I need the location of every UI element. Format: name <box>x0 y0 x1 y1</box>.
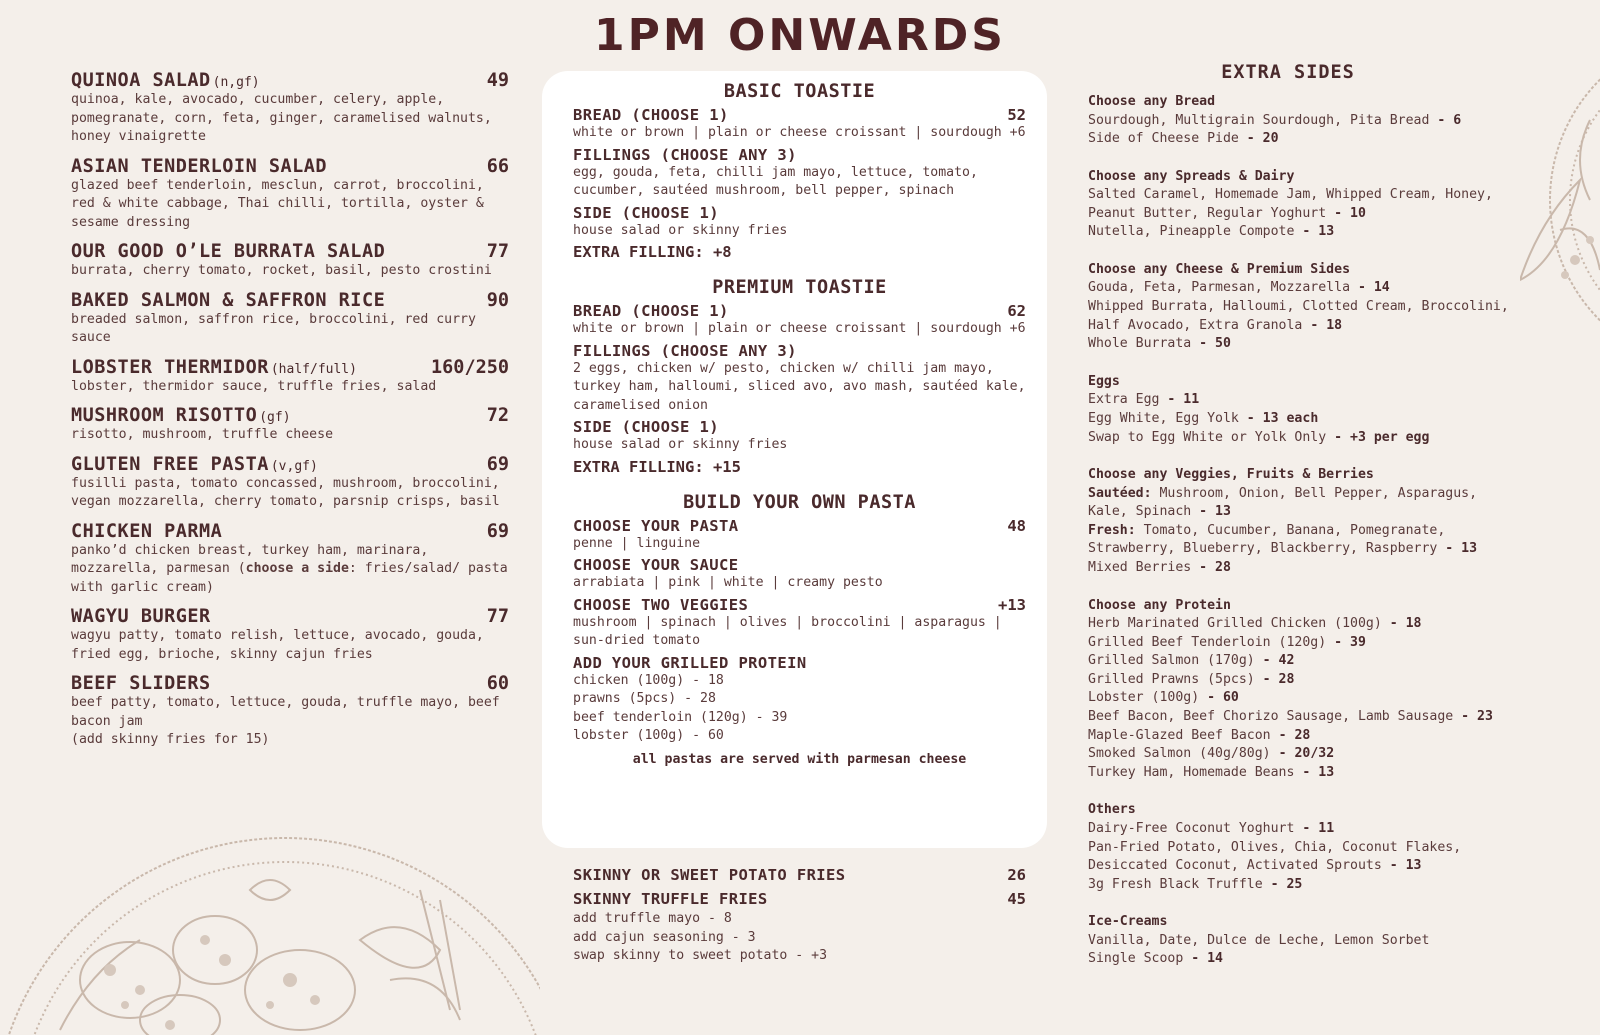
section-title-build-pasta: BUILD YOUR OWN PASTA <box>683 491 916 513</box>
line-text: Mixed Berries <box>1088 560 1192 575</box>
line-price: - 50 <box>1191 336 1231 352</box>
dish-item <box>71 521 509 598</box>
extra-sides-line <box>1088 932 1538 951</box>
extra-sides-line <box>1088 950 1538 969</box>
extra-sides-line <box>1088 857 1538 876</box>
line-text: Side of Cheese Pide <box>1088 131 1239 147</box>
dish-tag: (n,gf) <box>212 75 260 90</box>
line-text: Pan-Fried Potato, Olives, Chia, Coconut Flakes, <box>1088 839 1462 855</box>
line-price: - 6 <box>1429 112 1462 128</box>
dish-description: beef patty, tomato, lettuce, gouda, truffle mayo, beef bacon jam <box>71 695 500 729</box>
line-price: - 13 <box>1381 858 1422 874</box>
addon-line: add cajun seasoning - 3 <box>573 929 756 945</box>
basic-bread-options: white or brown | plain or cheese croissant | sourdough +6 <box>573 125 1026 140</box>
addon-line: swap skinny to sweet potato - +3 <box>573 948 828 963</box>
dish-name: MUSHROOM RISOTTO (gf) <box>71 405 291 426</box>
line-text: Peanut Butter, Regular Yoghurt <box>1088 205 1327 221</box>
truffle-fries-addons <box>573 910 1026 966</box>
basic-bread-label: BREAD (CHOOSE 1) <box>573 106 729 124</box>
extra-sides-group <box>1088 597 1538 783</box>
premium-side-label: SIDE (CHOOSE 1) <box>573 418 719 436</box>
line-text: Beef Bacon, Beef Chorizo Sausage, Lamb Sausage <box>1088 709 1454 725</box>
line-text: Egg White, Egg Yolk <box>1088 410 1239 426</box>
basic-toastie-price: 52 <box>1007 106 1026 124</box>
extra-sides-line <box>1088 764 1538 783</box>
line-text: Lobster (100g) <box>1088 690 1200 706</box>
dish-name: WAGYU BURGER <box>71 606 211 627</box>
line-text: Tomato, Cucumber, Banana, Pomegranate, <box>1135 522 1446 538</box>
skinny-fries-label: SKINNY OR SWEET POTATO FRIES <box>573 866 846 884</box>
extra-sides-group-title: Choose any Spreads & Dairy <box>1088 168 1295 184</box>
page-title: 1PM ONWARDS <box>594 10 1006 61</box>
dish-price: 69 <box>486 453 509 475</box>
dish-item <box>71 405 509 445</box>
protein-option: beef tenderloin (120g) - 39 <box>573 709 788 725</box>
extra-sides-groups <box>1088 93 1538 969</box>
extra-sides-line <box>1088 503 1538 522</box>
main-dishes-column <box>71 70 509 759</box>
dish-description: fusilli pasta, tomato concassed, mushroom, broccolini, vegan mozzarella, cherry tomato, parsnip crisps, basil <box>71 475 500 509</box>
dish-tag: (v,gf) <box>270 458 318 474</box>
extra-sides-line <box>1088 820 1538 839</box>
protein-options <box>573 672 1026 746</box>
extra-sides-line <box>1088 652 1538 671</box>
dish-item <box>71 454 509 512</box>
line-text: Single Scoop <box>1088 951 1184 967</box>
basic-side-options: house salad or skinny fries <box>573 222 788 238</box>
line-text: Extra Egg <box>1088 392 1160 408</box>
dish-description: glazed beef tenderloin, mesclun, carrot, broccolini, red & white cabbage, Thai chilli, tortilla, oyster & sesame dressing <box>71 177 484 230</box>
extra-sides-line <box>1088 391 1538 410</box>
sauce-options: arrabiata | pink | white | creamy pesto <box>573 575 883 590</box>
dish-price: 49 <box>486 70 509 91</box>
extra-sides-line <box>1088 615 1538 634</box>
pasta-price: 48 <box>1007 516 1026 535</box>
extra-sides-line <box>1088 410 1538 429</box>
dish-item <box>71 241 509 281</box>
dish-description: wagyu patty, tomato relish, lettuce, avocado, gouda, fried egg, brioche, skinny cajun fries <box>71 628 484 662</box>
dish-name: OUR GOOD O’LE BURRATA SALAD <box>71 241 386 262</box>
dish-name: CHICKEN PARMA <box>71 520 223 542</box>
sauce-label: CHOOSE YOUR SAUCE <box>573 556 739 574</box>
extra-sides-line <box>1088 689 1538 708</box>
line-price: - 18 <box>1302 317 1343 333</box>
line-text: Swap to Egg White or Yolk Only <box>1088 429 1327 445</box>
dish-name: GLUTEN FREE PASTA (v,gf) <box>71 453 318 475</box>
line-price: - 20/32 <box>1270 746 1335 762</box>
protein-option: lobster (100g) - 60 <box>573 728 724 743</box>
extra-sides-group <box>1088 93 1538 149</box>
line-text: Kale, Spinach <box>1088 504 1192 520</box>
dish-name: ASIAN TENDERLOIN SALAD <box>71 155 328 177</box>
line-price: - 25 <box>1262 876 1303 892</box>
line-price: - 11 <box>1159 392 1200 408</box>
dish-description: breaded salmon, saffron rice, broccolini, red curry sauce <box>71 311 476 345</box>
premium-fillings-label: FILLINGS (CHOOSE ANY 3) <box>573 341 797 360</box>
extra-sides-group-title: Others <box>1088 802 1136 818</box>
line-text: Sourdough, Multigrain Sourdough, Pita Bread <box>1088 112 1430 128</box>
veggies-label: CHOOSE TWO VEGGIES <box>573 595 749 614</box>
food-bowl-illustration <box>0 830 540 1035</box>
premium-side-options: house salad or skinny fries <box>573 437 788 452</box>
line-price: - 28 <box>1191 560 1231 575</box>
line-text: Salted Caramel, Homemade Jam, Whipped Cream, Honey, <box>1088 187 1493 203</box>
basic-fillings-label: FILLINGS (CHOOSE ANY 3) <box>573 145 797 164</box>
dish-description: lobster, thermidor sauce, truffle fries, salad <box>71 378 437 394</box>
protein-option: prawns (5pcs) - 28 <box>573 691 716 706</box>
pasta-choose-label: CHOOSE YOUR PASTA <box>573 516 739 535</box>
extra-sides-column <box>1088 62 1538 988</box>
dish-item <box>71 673 509 750</box>
line-price: - 13 <box>1294 764 1335 780</box>
toastie-pasta-card <box>542 71 1047 848</box>
line-price: - 13 <box>1294 224 1335 240</box>
premium-bread-label: BREAD (CHOOSE 1) <box>573 302 729 320</box>
extra-sides-line <box>1088 317 1538 336</box>
pasta-options: penne | linguine <box>573 535 701 551</box>
line-price: - +3 per egg <box>1326 429 1430 445</box>
line-lead: Sautéed: <box>1088 485 1152 501</box>
line-price: - 23 <box>1453 709 1493 725</box>
line-price: - 14 <box>1183 951 1223 967</box>
extra-sides-group-title: Eggs <box>1088 373 1120 389</box>
line-text: Herb Marinated Grilled Chicken (100g) <box>1088 616 1382 632</box>
extra-sides-line <box>1088 522 1538 541</box>
dish-name: BAKED SALMON & SAFFRON RICE <box>71 289 386 311</box>
extra-sides-line <box>1088 223 1538 242</box>
dish-name: BEEF SLIDERS <box>71 673 211 694</box>
premium-fillings-options: 2 eggs, chicken w/ pesto, chicken w/ chilli jam mayo, turkey ham, halloumi, sliced avo, avo mash, sautéed kale, caramelised onion <box>573 360 1026 413</box>
line-text: Maple-Glazed Beef Bacon <box>1088 727 1271 743</box>
line-price: - 20 <box>1238 131 1279 147</box>
line-price: - 28 <box>1270 727 1311 743</box>
line-price: - 10 <box>1326 205 1366 221</box>
line-price: - 13 <box>1191 504 1231 520</box>
dish-price: 77 <box>486 606 509 627</box>
line-text: Smoked Salmon (40g/80g) <box>1088 746 1271 762</box>
extra-sides-line <box>1088 298 1538 317</box>
line-text: Strawberry, Blueberry, Blackberry, Raspberry <box>1088 541 1438 557</box>
line-text: Vanilla, Date, Dulce de Leche, Lemon Sorbet <box>1088 932 1430 948</box>
extra-sides-group <box>1088 466 1538 577</box>
dish-extra-note: (add skinny fries for 15) <box>71 732 270 747</box>
dish-item <box>71 70 509 147</box>
section-title-premium-toastie: PREMIUM TOASTIE <box>712 277 887 298</box>
dish-price: 66 <box>486 155 509 177</box>
dish-description: burrata, cherry tomato, rocket, basil, pesto crostini <box>71 263 492 278</box>
line-price: - 13 <box>1437 541 1478 557</box>
extra-sides-line <box>1088 727 1538 746</box>
line-price: - 14 <box>1350 280 1390 296</box>
line-text: Grilled Prawns (5pcs) <box>1088 671 1255 687</box>
line-price: - 18 <box>1381 616 1422 632</box>
extra-sides-line <box>1088 186 1538 205</box>
extra-sides-group <box>1088 373 1538 447</box>
line-text: Grilled Beef Tenderloin (120g) <box>1088 634 1327 650</box>
pasta-note: all pastas are served with parmesan cheese <box>632 751 967 767</box>
dish-name: LOBSTER THERMIDOR (half/full) <box>71 356 357 378</box>
extra-sides-group-title: Choose any Veggies, Fruits & Berries <box>1088 467 1374 483</box>
extra-sides-line <box>1088 708 1538 727</box>
extra-sides-line <box>1088 112 1538 131</box>
line-text: Whole Burrata <box>1088 336 1192 352</box>
section-title-extra-sides: EXTRA SIDES <box>1221 62 1355 83</box>
extra-sides-group-title: Choose any Bread <box>1088 94 1216 109</box>
extra-sides-group-title: Choose any Protein <box>1088 597 1231 613</box>
dish-name: QUINOA SALAD (n,gf) <box>71 70 260 91</box>
dish-description: quinoa, kale, avocado, cucumber, celery, apple, pomegranate, corn, feta, ginger, caramelised walnuts, honey vinaigrette <box>71 92 492 144</box>
skinny-fries-price: 26 <box>1007 866 1026 884</box>
line-text: Desiccated Coconut, Activated Sprouts <box>1088 858 1382 874</box>
section-title-basic-toastie: BASIC TOASTIE <box>723 81 876 102</box>
line-lead: Fresh: <box>1088 522 1136 538</box>
line-text: Dairy-Free Coconut Yoghurt <box>1088 820 1295 836</box>
dish-item <box>71 290 509 348</box>
extra-sides-line <box>1088 335 1538 354</box>
extra-sides-line <box>1088 279 1538 298</box>
dish-price: 72 <box>486 405 509 426</box>
extra-sides-line <box>1088 429 1538 448</box>
extra-sides-line <box>1088 745 1538 764</box>
extra-sides-line <box>1088 876 1538 895</box>
extra-sides-group-title: Choose any Cheese & Premium Sides <box>1088 261 1351 277</box>
line-text: Mushroom, Onion, Bell Pepper, Asparagus, <box>1151 485 1478 501</box>
premium-bread-options: white or brown | plain or cheese croissant | sourdough +6 <box>573 321 1026 336</box>
dish-item <box>71 156 509 233</box>
line-text: 3g Fresh Black Truffle <box>1088 876 1263 892</box>
line-price: - 60 <box>1199 690 1239 706</box>
basic-fillings-options: egg, gouda, feta, chilli jam mayo, lettuce, tomato, cucumber, sautéed mushroom, bell pepper, spinach <box>573 164 978 198</box>
line-price: - 13 each <box>1238 410 1319 426</box>
addon-line: add truffle mayo - 8 <box>573 911 732 926</box>
extra-sides-group-title: Ice-Creams <box>1088 914 1168 930</box>
dish-tag: (half/full) <box>270 361 357 377</box>
truffle-fries-label: SKINNY TRUFFLE FRIES <box>573 890 768 908</box>
extra-sides-line <box>1088 839 1538 858</box>
protein-label: ADD YOUR GRILLED PROTEIN <box>573 653 807 672</box>
dish-price: 60 <box>486 673 509 694</box>
extra-sides-line <box>1088 634 1538 653</box>
basic-side-label: SIDE (CHOOSE 1) <box>573 203 719 222</box>
extra-sides-group <box>1088 801 1538 894</box>
protein-option: chicken (100g) - 18 <box>573 672 724 688</box>
extra-sides-line <box>1088 130 1538 149</box>
line-text: Turkey Ham, Homemade Beans <box>1088 764 1295 780</box>
premium-extra-filling: EXTRA FILLING: +15 <box>573 457 741 476</box>
dish-item <box>71 357 509 397</box>
line-price: - 42 <box>1254 653 1295 669</box>
veggies-options: mushroom | spinach | olives | broccolini | asparagus | sun-dried tomato <box>573 614 1002 648</box>
fries-section <box>573 866 1026 969</box>
extra-sides-line <box>1088 671 1538 690</box>
basic-extra-filling: EXTRA FILLING: +8 <box>573 243 732 261</box>
extra-sides-group <box>1088 168 1538 242</box>
extra-sides-line <box>1088 205 1538 224</box>
line-text: Whipped Burrata, Halloumi, Clotted Cream, Broccolini, <box>1088 299 1509 315</box>
line-text: Grilled Salmon (170g) <box>1088 653 1255 669</box>
extra-sides-group <box>1088 913 1538 969</box>
dish-description: risotto, mushroom, truffle cheese <box>71 427 334 442</box>
line-price: - 28 <box>1254 671 1295 687</box>
line-text: Gouda, Feta, Parmesan, Mozzarella <box>1088 280 1351 296</box>
line-price: - 39 <box>1326 634 1366 650</box>
premium-toastie-price: 62 <box>1007 302 1026 320</box>
dish-tag: (gf) <box>259 410 291 425</box>
extra-sides-line <box>1088 485 1538 504</box>
extra-sides-line <box>1088 540 1538 559</box>
truffle-fries-price: 45 <box>1007 890 1026 908</box>
dish-price: 69 <box>486 520 509 542</box>
veggies-price: +13 <box>998 595 1026 614</box>
dish-description: panko’d chicken breast, turkey ham, marinara, mozzarella, parmesan (choose a side: fries/salad/ pasta with garlic cream) <box>71 542 508 595</box>
line-price: - 11 <box>1294 820 1335 836</box>
dish-price: 77 <box>486 241 509 262</box>
extra-sides-line <box>1088 559 1538 578</box>
extra-sides-group <box>1088 261 1538 354</box>
line-text: Nutella, Pineapple Compote <box>1088 224 1295 240</box>
dish-price: 160/250 <box>431 356 509 378</box>
dish-item <box>71 606 509 664</box>
line-text: Half Avocado, Extra Granola <box>1088 317 1303 333</box>
dish-price: 90 <box>486 289 509 311</box>
